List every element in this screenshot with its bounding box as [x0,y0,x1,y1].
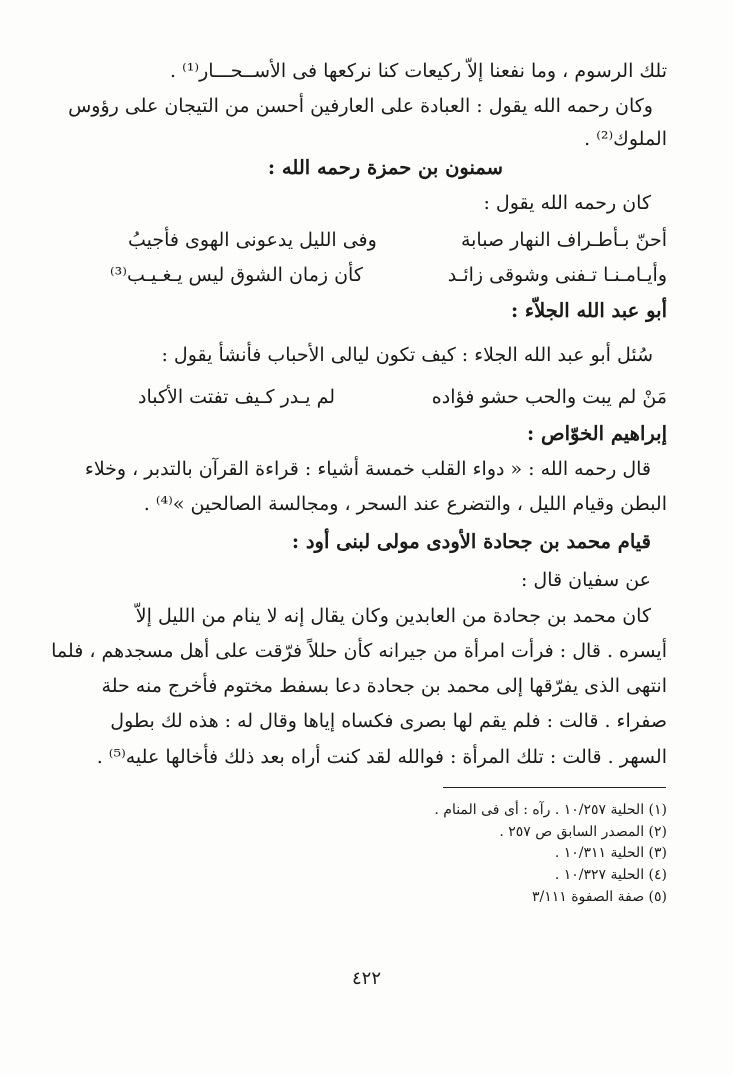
text-line: قال رحمه الله : « دواء القلب خمسة أشياء : قراءة القرآن بالتدبر ، وخلاء [84,458,651,480]
footnote: (١) الحلية ١٠/٢٥٧ . رآه : أى فى المنام . [434,802,667,818]
page-number: ٤٢٢ [351,968,381,989]
section-heading: إبراهيم الخوّاص : [527,422,667,445]
text-line: صفراء . قالت : فلم يقم لها بصرى فكساه إياها وقال له : هذه لك بطول [110,710,667,732]
text-line: كان رحمه الله يقول : [483,192,651,214]
text-line: وكان رحمه الله يقول : العبادة على العارفين أحسن من التيجان على رؤوس [68,95,653,117]
text-line: الملوك⁽²⁾ . [584,128,667,150]
footnote-divider [443,787,666,788]
text-line: أيسره . قال : فرأت امرأة من جيرانه كأن حللاً فرّقت على أهل مسجدهم ، فلما [51,640,667,662]
text-line: كان محمد بن جحادة من العابدين وكان يقال إنه لا ينام من الليل إلاّ [135,605,651,627]
footnote: (٥) صفة الصفوة ٣/١١١ [531,889,667,905]
verse-hemistich: وفى الليل يدعونى الهوى فأجيبُ [128,229,377,251]
footnote: (٤) الحلية ١٠/٣٢٧ . [554,867,667,883]
verse-hemistich: لم يـدر كـيف تفتت الأكباد [138,386,336,408]
footnote: (٣) الحلية ١٠/٣١١ . [554,845,667,861]
text-line: تلك الرسوم ، وما نفعنا إلاّ ركيعات كنا نركعها فى الأســحـــار⁽¹⁾ . [170,60,667,82]
section-heading: أبو عبد الله الجلاّء : [510,299,667,322]
footnote: (٢) المصدر السابق ص ٢٥٧ . [499,824,667,840]
text-line: عن سفيان قال : [520,569,651,591]
verse-hemistich: كأن زمان الشوق ليس يـغـيـب⁽³⁾ [110,264,363,286]
section-heading: سمنون بن حمزة رحمه الله : [267,156,503,179]
section-heading: قيام محمد بن جحادة الأودى مولى لبنى أود : [291,530,651,553]
text-line: سُئل أبو عبد الله الجلاء : كيف تكون ليالى الأحباب فأنشأ يقول : [161,344,653,366]
text-line: السهر . قالت : تلك المرأة : فوالله لقد كنت أراه بعد ذلك فأخالها عليه⁽⁵⁾ . [96,746,667,768]
text-line: انتهى الذى يفرّقها إلى محمد بن جحادة دعا بسفط مختوم فأخرج منه حلة [101,675,667,697]
verse-hemistich: وأيـامـنـا تـفنى وشوقى زائـد [447,264,667,286]
text-line: البطن وقيام الليل ، والتضرع عند السحر ، ومجالسة الصالحين »⁽⁴⁾ . [143,493,667,515]
verse-hemistich: أحنّ بـأطـراف النهار صبابة [460,229,667,251]
verse-hemistich: مَنْ لم يبت والحب حشو فؤاده [431,386,667,408]
